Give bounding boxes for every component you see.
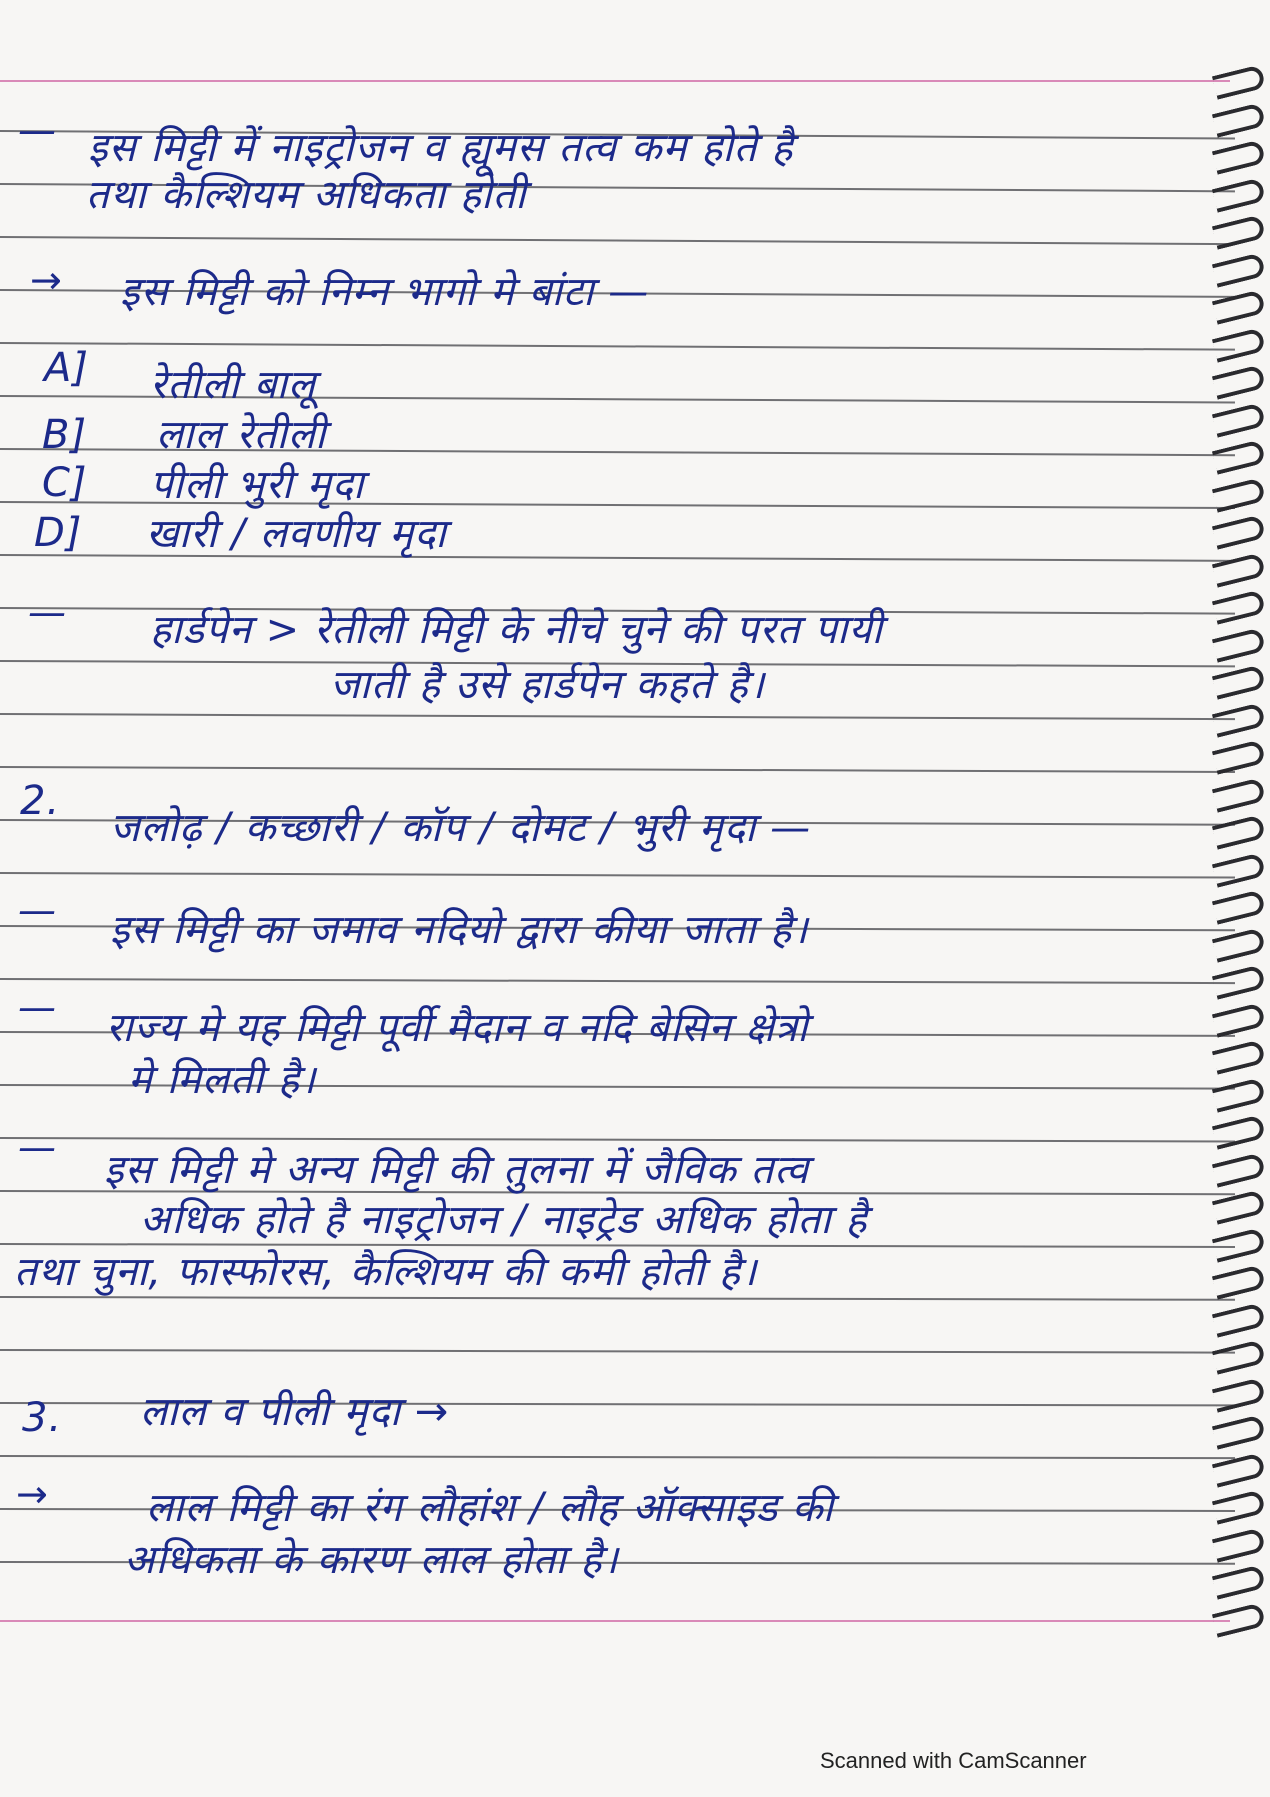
spiral-coil [1212,214,1266,249]
spiral-coil [1212,1414,1266,1449]
section-2-line-6: तथा चुना, फास्फोरस, कैल्शियम की कमी होती है। [14,1249,758,1295]
note-hardpan-2: जाती है उसे हार्डपेन कहते है। [330,662,766,708]
spiral-coil [1212,1264,1266,1299]
section-2-line-2: राज्य मे यह मिट्टी पूर्वी मैदान व नदि बेसिन क्षेत्रो [106,1005,809,1051]
spiral-coil [1212,1564,1266,1599]
spiral-coil [1212,1002,1266,1037]
section-2-line-4: इस मिट्टी मे अन्य मिट्टी की तुलना में जैविक तत्व [104,1147,810,1193]
spiral-coil [1212,1527,1266,1562]
spiral-coil [1212,777,1266,812]
spiral-coil [1212,402,1266,437]
spiral-coil [1212,852,1266,887]
spiral-coil [1212,1077,1266,1112]
spiral-coil [1212,514,1266,549]
ruled-line [0,1455,1235,1459]
spiral-coil [1212,1602,1266,1637]
bottom-margin-line [0,1620,1230,1622]
list-marker-b: B] [42,412,88,458]
spiral-coil [1212,739,1266,774]
list-item-d: खारी / लवणीय मृदा [146,511,447,557]
section-2-line-1: इस मिट्टी का जमाव नदियो द्वारा कीया जाता है। [110,907,809,953]
spiral-coil [1212,139,1266,174]
spiral-coil [1212,252,1266,287]
list-item-c: पीली भुरी मृदा [150,462,365,508]
spiral-coil [1212,1189,1266,1224]
dash-mark: — [18,888,57,932]
section-3-number: 3. [22,1395,63,1441]
spiral-coil [1212,477,1266,512]
ruled-line [0,236,1235,245]
ruled-line [0,1349,1235,1354]
arrow-mark: → [30,258,63,302]
spiral-coil [1212,1339,1266,1374]
spiral-coil [1212,1227,1266,1262]
spiral-coil [1212,289,1266,324]
section-3-line-2: अधिकता के कारण लाल होता है। [124,1537,619,1583]
spiral-coil [1212,1489,1266,1524]
spiral-coil [1212,1302,1266,1337]
section-3-line-1: लाल मिट्टी का रंग लौहांश / लौह ऑक्साइड की [146,1485,834,1531]
spiral-coil [1212,327,1266,362]
scanner-watermark: Scanned with CamScanner [820,1748,1087,1773]
dash-mark: — [28,590,67,634]
spiral-coil [1212,1114,1266,1149]
spiral-coil [1212,552,1266,587]
spiral-coil [1212,102,1266,137]
ruled-line [0,713,1235,720]
section-2-title: जलोढ़ / कच्छारी / कॉप / दोमट / भुरी मृदा — [110,805,812,851]
ruled-line [0,766,1235,773]
spiral-coil [1212,1039,1266,1074]
section-2-line-5: अधिक होते है नाइट्रोजन / नाइट्रेड अधिक होता है [140,1197,868,1243]
ruled-line [0,872,1235,879]
list-marker-d: D] [34,510,83,556]
note-line-3: इस मिट्टी को निम्न भागो मे बांटा — [120,269,650,315]
note-line-2: तथा कैल्शियम अधिकता होती [86,172,527,218]
dash-mark: — [18,985,57,1029]
spiral-coil [1212,889,1266,924]
ruled-line [0,342,1235,351]
spiral-coil [1212,964,1266,999]
list-item-a: रेतीली बालू [150,362,317,408]
list-marker-c: C] [42,460,88,506]
spiral-coil [1212,702,1266,737]
top-margin-line [0,80,1230,82]
spiral-coil [1212,439,1266,474]
spiral-coil [1212,627,1266,662]
spiral-coil [1212,927,1266,962]
note-hardpan-1: हार्डपेन > रेतीली मिट्टी के नीचे चुने की परत पायी [150,607,883,653]
spiral-coil [1212,364,1266,399]
dash-mark: — [18,108,57,152]
list-item-b: लाल रेतीली [156,412,327,458]
spiral-coil [1212,1152,1266,1187]
spiral-coil [1212,664,1266,699]
section-2-line-3: मे मिलती है। [128,1057,317,1103]
spiral-binding [1212,70,1270,1650]
spiral-coil [1212,1452,1266,1487]
spiral-coil [1212,177,1266,212]
section-2-number: 2. [20,778,61,824]
note-line-1: इस मिट्टी में नाइट्रोजन व ह्यूमस तत्व कम होते है [88,125,794,171]
section-3-title: लाल व पीली मृदा → [140,1389,450,1435]
list-marker-a: A] [44,345,89,391]
spiral-coil [1212,814,1266,849]
spiral-coil [1212,1377,1266,1412]
spiral-coil [1212,589,1266,624]
dash-mark: — [18,1125,57,1169]
ruled-line [0,978,1235,984]
arrow-mark: → [16,1472,49,1516]
spiral-coil [1212,64,1266,99]
